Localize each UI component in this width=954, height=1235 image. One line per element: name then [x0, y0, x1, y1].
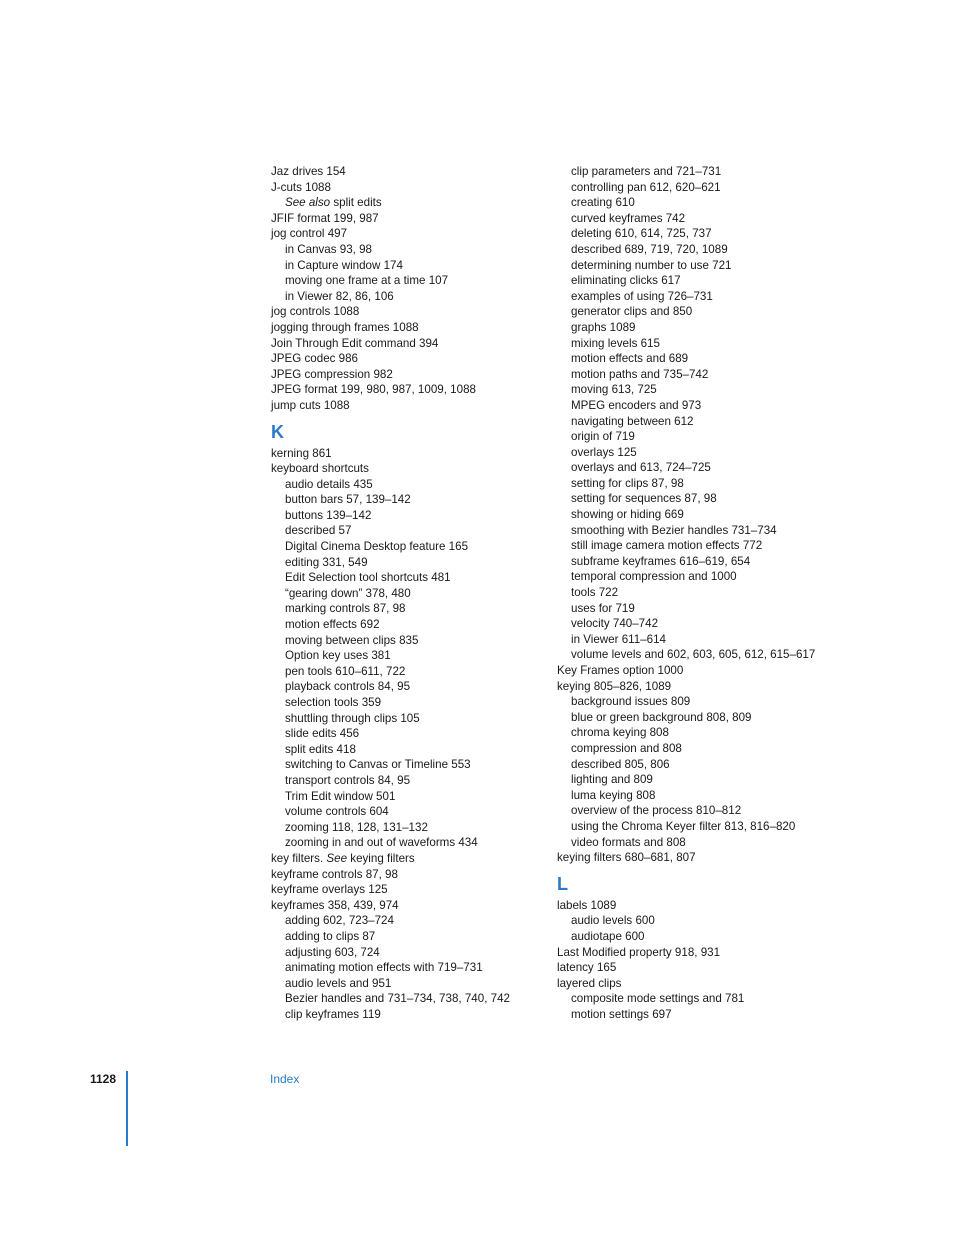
index-subentry: setting for sequences 87, 98 [571, 492, 717, 506]
index-subentry: switching to Canvas or Timeline 553 [285, 758, 471, 772]
footer-section-title: Index [270, 1072, 300, 1086]
index-subentry: Trim Edit window 501 [285, 789, 396, 803]
index-subentry: editing 331, 549 [285, 555, 368, 569]
index-subentry: marking controls 87, 98 [285, 602, 406, 616]
index-subentry: compression and 808 [571, 741, 682, 755]
index-entry: JFIF format 199, 987 [271, 211, 379, 225]
index-subentry: controlling pan 612, 620–621 [571, 180, 721, 194]
index-subentry: motion effects and 689 [571, 352, 689, 366]
index-subentry: clip keyframes 119 [285, 1007, 381, 1021]
index-subentry: eliminating clicks 617 [571, 274, 681, 288]
index-subentry: origin of 719 [571, 430, 635, 444]
index-subentry: zooming 118, 128, 131–132 [285, 820, 428, 834]
index-subentry: shuttling through clips 105 [285, 711, 420, 725]
index-entry: jogging through frames 1088 [271, 320, 419, 334]
index-subentry: blue or green background 808, 809 [571, 710, 752, 724]
index-subentry: animating motion effects with 719–731 [285, 961, 483, 975]
index-subentry: playback controls 84, 95 [285, 680, 411, 694]
index-subentry: velocity 740–742 [571, 617, 659, 631]
index-subentry: “gearing down” 378, 480 [285, 586, 411, 600]
index-entry: keyframe controls 87, 98 [271, 867, 398, 881]
index-subentry: clip parameters and 721–731 [571, 165, 722, 178]
index-subentry: in Capture window 174 [285, 258, 403, 272]
index-subentry: overview of the process 810–812 [571, 804, 742, 818]
index-entry: jog controls 1088 [271, 305, 360, 319]
index-subentry: adding 602, 723–724 [285, 914, 394, 928]
index-entry: keyframes 358, 439, 974 [271, 898, 399, 912]
index-subentry: determining number to use 721 [571, 258, 732, 272]
index-subentry: luma keying 808 [571, 788, 656, 802]
index-subentry: deleting 610, 614, 725, 737 [571, 227, 712, 241]
index-subentry: split edits 418 [285, 742, 356, 756]
index-subentry: background issues 809 [571, 695, 691, 709]
index-section-letter: K [271, 421, 284, 442]
index-entry: JPEG compression 982 [271, 367, 393, 381]
index-subentry: showing or hiding 669 [571, 508, 684, 522]
index-entry: Key Frames option 1000 [557, 664, 684, 677]
index-subentry: volume levels and 602, 603, 605, 612, 615–617 [571, 648, 816, 662]
index-subentry: lighting and 809 [571, 773, 653, 787]
index-subentry: Edit Selection tool shortcuts 481 [285, 571, 451, 585]
index-subentry: in Viewer 611–614 [571, 632, 666, 646]
index-entry: kerning 861 [271, 446, 332, 460]
index-subentry: audio levels and 951 [285, 976, 392, 990]
index-entry: keying 805–826, 1089 [557, 679, 672, 693]
index-entry: Last Modified property 918, 931 [557, 945, 721, 959]
index-subentry: smoothing with Bezier handles 731–734 [571, 523, 777, 537]
index-subentry: mixing levels 615 [571, 336, 660, 350]
index-subentry: temporal compression and 1000 [571, 570, 737, 584]
index-subentry: setting for clips 87, 98 [571, 476, 684, 490]
index-subentry: audiotape 600 [571, 929, 645, 943]
index-subentry: adding to clips 87 [285, 929, 376, 943]
index-subentry: examples of using 726–731 [571, 289, 713, 303]
cross-reference-label: See also [285, 196, 331, 210]
index-subentry: audio details 435 [285, 477, 373, 491]
index-entry: JPEG format 199, 980, 987, 1009, 1088 [271, 383, 476, 397]
index-subentry: described 805, 806 [571, 757, 670, 771]
index-subentry: Bezier handles and 731–734, 738, 740, 742 [285, 992, 510, 1006]
index-subentry: graphs 1089 [571, 320, 636, 334]
index-subentry: Option key uses 381 [285, 649, 391, 663]
index-subentry: chroma keying 808 [571, 726, 669, 740]
index-subentry: adjusting 603, 724 [285, 945, 380, 959]
index-subentry: in Viewer 82, 86, 106 [285, 289, 394, 303]
index-subentry: curved keyframes 742 [571, 211, 686, 225]
index-subentry: zooming in and out of waveforms 434 [285, 836, 478, 850]
index-subentry: button bars 57, 139–142 [285, 493, 411, 507]
index-subentry: motion paths and 735–742 [571, 367, 709, 381]
index-subentry: generator clips and 850 [571, 305, 693, 319]
index-subentry: pen tools 610–611, 722 [285, 664, 406, 678]
index-subentry: creating 610 [571, 196, 635, 210]
index-subentry: moving one frame at a time 107 [285, 274, 449, 288]
index-subentry: buttons 139–142 [285, 508, 372, 522]
index-entry: keying filters 680–681, 807 [557, 851, 696, 865]
index-subentry: described 57 [285, 524, 352, 538]
index-entry-prefix: key filters. [271, 851, 327, 865]
index-subentry: motion settings 697 [571, 1007, 672, 1021]
index-subentry: moving between clips 835 [285, 633, 419, 647]
index-subentry: using the Chroma Keyer filter 813, 816–820 [571, 819, 796, 833]
index-subentry: uses for 719 [571, 601, 635, 615]
index-section-letter: L [557, 873, 568, 894]
index-subentry: slide edits 456 [285, 727, 360, 741]
index-entry: J-cuts 1088 [271, 180, 331, 194]
index-subentry: subframe keyframes 616–619, 654 [571, 554, 751, 568]
index-subentry [271, 195, 541, 211]
cross-reference-label: See [326, 851, 348, 865]
index-subentry: moving 613, 725 [571, 383, 657, 397]
index-column-left [271, 164, 541, 1022]
index-subentry: selection tools 359 [285, 696, 382, 709]
index-entry: keyframe overlays 125 [271, 883, 388, 897]
index-subentry: MPEG encoders and 973 [571, 398, 702, 412]
index-subentry: video formats and 808 [571, 835, 686, 849]
index-subentry: composite mode settings and 781 [571, 992, 745, 1006]
index-subentry: described 689, 719, 720, 1089 [571, 242, 728, 256]
index-subentry: tools 722 [571, 586, 619, 600]
index-subentry: audio levels 600 [571, 914, 655, 928]
page-number: 1128 [90, 1072, 117, 1086]
index-subentry: overlays and 613, 724–725 [571, 461, 711, 475]
index-subentry: in Canvas 93, 98 [285, 242, 373, 256]
index-entry: labels 1089 [557, 898, 617, 912]
index-subentry: overlays 125 [571, 445, 637, 459]
index-entry: keyboard shortcuts [271, 462, 369, 476]
cross-reference-target: split edits [330, 196, 382, 210]
index-entry: Jaz drives 154 [271, 165, 346, 178]
cross-reference-target: keying filters [347, 851, 415, 865]
index-subentry: Digital Cinema Desktop feature 165 [285, 540, 469, 554]
index-entry: layered clips [557, 976, 622, 990]
index-subentry: transport controls 84, 95 [285, 773, 411, 787]
index-entry: Join Through Edit command 394 [271, 336, 439, 350]
index-subentry: navigating between 612 [571, 414, 694, 428]
footer-divider [126, 1071, 128, 1146]
index-subentry: volume controls 604 [285, 805, 389, 819]
index-entry: latency 165 [557, 961, 617, 975]
index-entry [271, 851, 541, 867]
index-subentry: motion effects 692 [285, 618, 380, 632]
index-entry: jump cuts 1088 [271, 398, 350, 412]
index-column-right [557, 164, 847, 1022]
index-subentry: still image camera motion effects 772 [571, 539, 763, 553]
index-entry: JPEG codec 986 [271, 352, 359, 366]
index-entry: jog control 497 [271, 227, 348, 241]
